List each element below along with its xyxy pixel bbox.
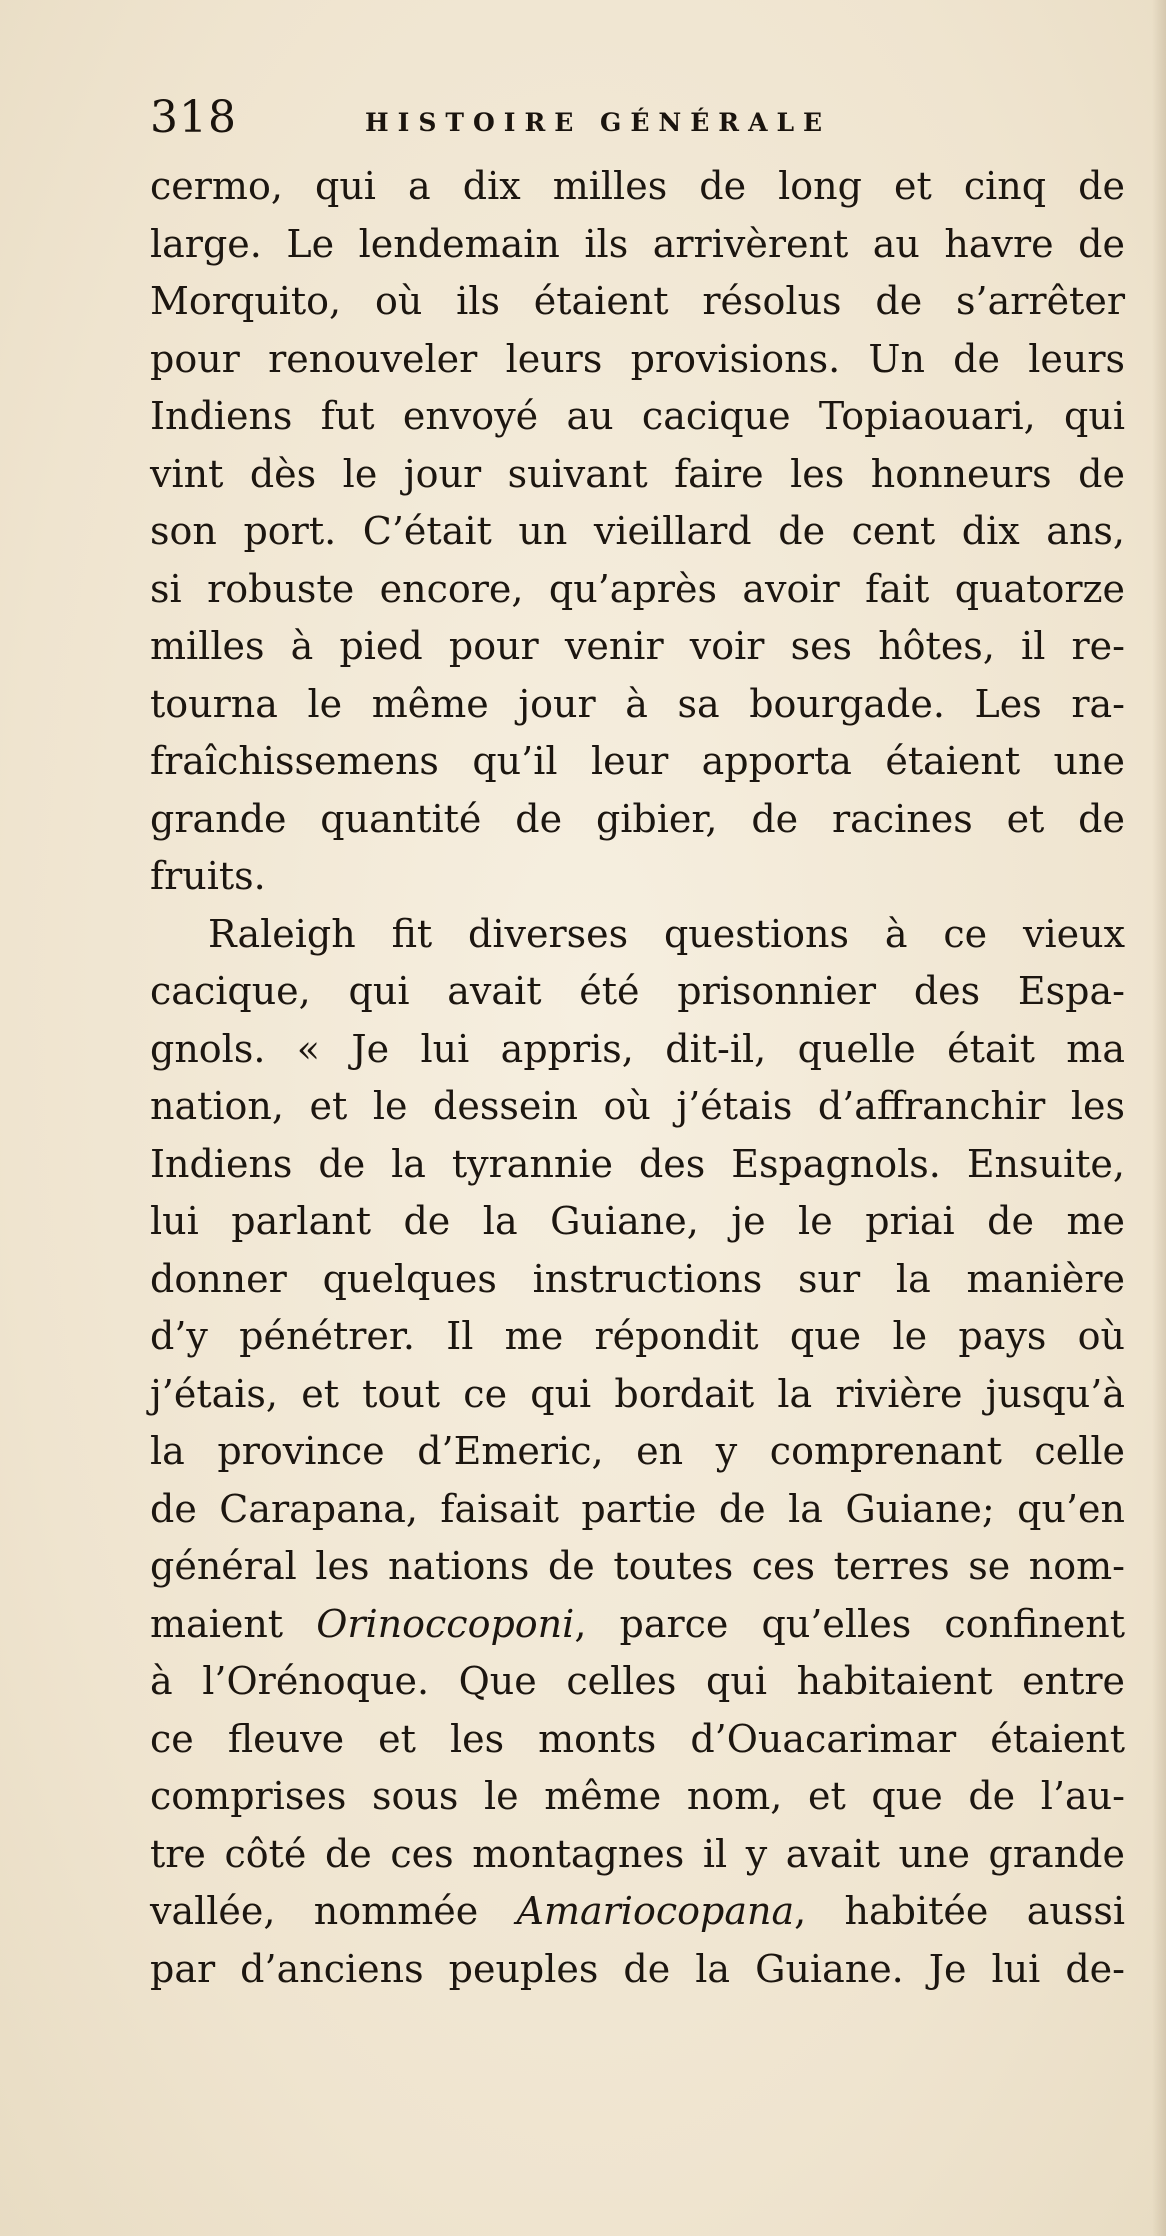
text-line: lui parlant de la Guiane, je le priai de me — [150, 1199, 1125, 1243]
text-line: général les nations de toutes ces terres se nom- — [150, 1544, 1125, 1588]
text-line: Indiens fut envoyé au cacique Topiaouari, qui — [150, 394, 1125, 438]
text-line: large. Le lendemain ils arrivèrent au havre de — [150, 221, 1125, 266]
running-title: HISTOIRE GÉNÉRALE — [365, 108, 832, 137]
text-line: cermo, qui a dix milles de long et cinq de — [150, 164, 1125, 208]
paragraph-start-line: Raleigh fit diverses questions à ce vieux — [208, 911, 1125, 956]
text-line: son port. C’était un vieillard de cent dix ans, — [150, 509, 1125, 553]
text-line: donner quelques instructions sur la manière — [150, 1256, 1125, 1301]
text-line: comprises sous le même nom, et que de l’au- — [150, 1774, 1125, 1818]
text-line: tourna le même jour à sa bourgade. Les ra- — [150, 681, 1125, 726]
text-line: milles à pied pour venir voir ses hôtes, il re- — [150, 624, 1125, 668]
text-line: ce fleuve et les monts d’Ouacarimar étaient — [150, 1716, 1125, 1761]
text-run: , parce qu’elles confinent — [574, 1601, 1125, 1646]
text-line: à l’Orénoque. Que celles qui habitaient entre — [150, 1659, 1125, 1703]
text-line-with-italic — [150, 1596, 1125, 1654]
text-run: maient — [150, 1601, 317, 1646]
text-line-with-italic — [150, 1883, 1125, 1941]
italic-term: Orinoccoponi — [316, 1601, 575, 1646]
page-header — [150, 92, 1130, 152]
text-line: Morquito, où ils étaient résolus de s’arrêter — [150, 279, 1125, 323]
text-line: pour renouveler leurs provisions. Un de leurs — [150, 336, 1125, 381]
text-line: la province d’Emeric, en y comprenant celle — [150, 1429, 1125, 1473]
page-number: 318 — [150, 92, 237, 143]
italic-term: Amariocopana — [516, 1889, 795, 1933]
text-run: vallée, nommée — [150, 1889, 517, 1933]
text-line: vint dès le jour suivant faire les honneurs de — [150, 451, 1125, 496]
text-line: tre côté de ces montagnes il y avait une grande — [150, 1831, 1125, 1876]
text-line: cacique, qui avait été prisonnier des Espa- — [150, 969, 1125, 1013]
text-line: gnols. « Je lui appris, dit-il, quelle était ma — [150, 1026, 1125, 1071]
text-line: grande quantité de gibier, de racines et de — [150, 796, 1125, 841]
text-line: de Carapana, faisait partie de la Guiane; qu’en — [150, 1486, 1125, 1531]
text-line: d’y pénétrer. Il me répondit que le pays où — [150, 1314, 1125, 1358]
text-line: Indiens de la tyrannie des Espagnols. Ensuite, — [150, 1141, 1125, 1186]
text-line: nation, et le dessein où j’étais d’affranchir les — [150, 1084, 1125, 1128]
text-line: j’étais, et tout ce qui bordait la rivière jusqu’à — [150, 1371, 1125, 1416]
text-line: par d’anciens peuples de la Guiane. Je lui de- — [150, 1946, 1125, 1991]
text-run: , habitée aussi — [794, 1889, 1125, 1933]
text-line: fraîchissemens qu’il leur apporta étaient une — [150, 739, 1125, 783]
body-text — [150, 158, 1125, 1998]
paragraph-end-line: fruits. — [150, 854, 266, 898]
text-line: si robuste encore, qu’après avoir fait quatorze — [150, 566, 1125, 611]
page-edge-shadow — [1152, 0, 1166, 2236]
